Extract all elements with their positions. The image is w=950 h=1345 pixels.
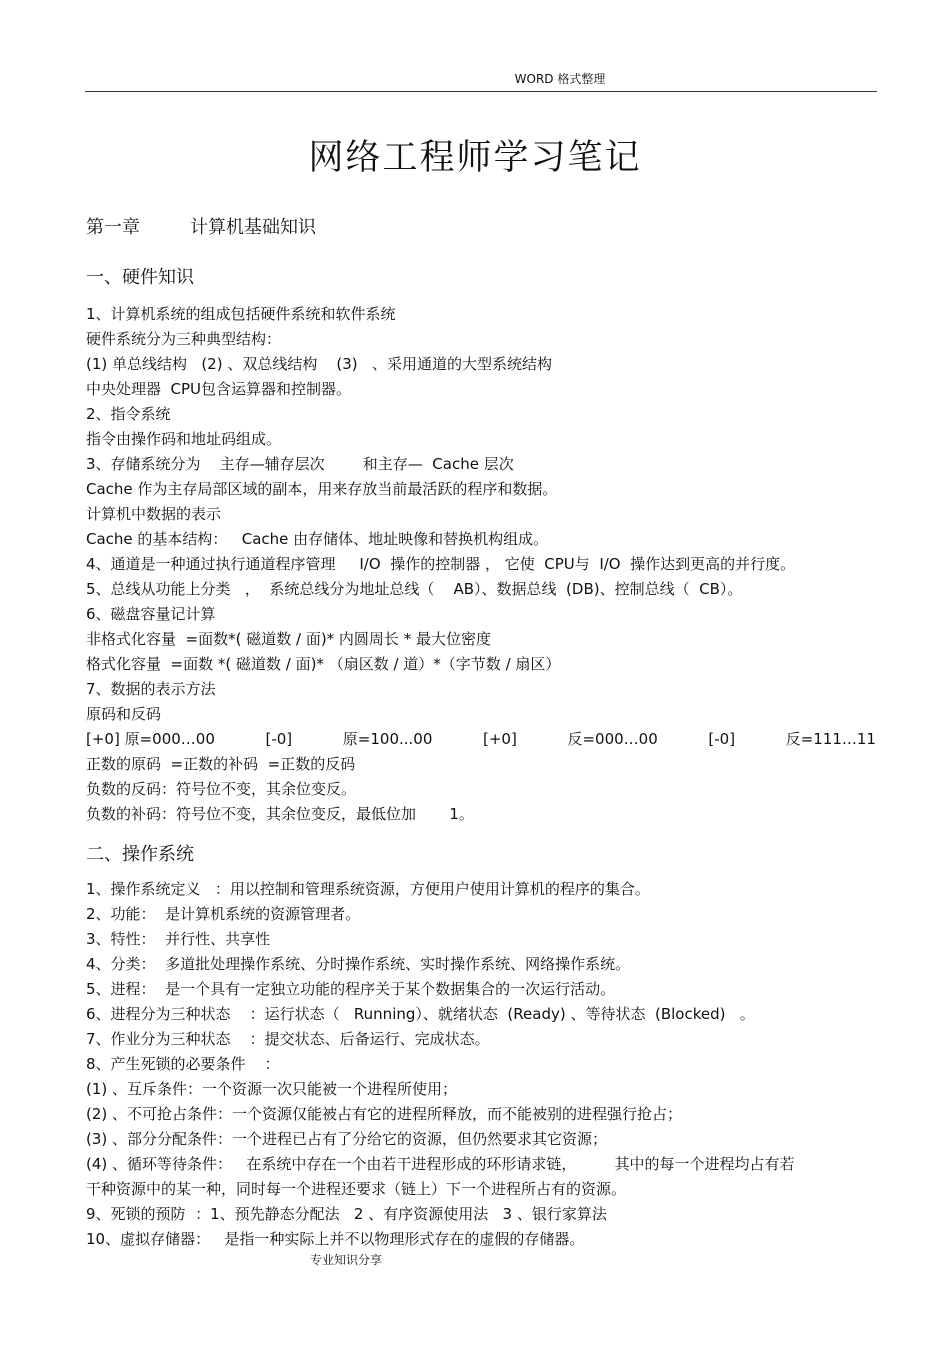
text-line: (2) 、不可抢占条件：一个资源仅能被占有它的进程所释放，而不能被别的进程强行抢占； (86, 1105, 683, 1123)
text-line: 10、虚拟存储器： 是指一种实际上并不以物理形式存在的虚假的存储器。 (86, 1230, 585, 1248)
text-line: 4、通道是一种通过执行通道程序管理 I/O 操作的控制器 ， 它使 CPU与 I/O 操作达到更高的并行度。 (86, 555, 796, 573)
chapter-number: 第一章 (86, 217, 140, 238)
text-segment: 原=100...00 (342, 730, 433, 748)
text-line: (4) 、循环等待条件： 在系统中存在一个由若干进程形成的环形请求链， 其中的每一个进程均占有若 (86, 1155, 795, 1173)
text-line: (1) 单总线结构 (2) 、双总线结构 (3) 、采用通道的大型系统结构 (86, 355, 552, 373)
section-heading-hardware: 一、硬件知识 (86, 267, 194, 288)
text-line: 7、数据的表示方法 (86, 680, 216, 698)
page-footer: 专业知识分享 (310, 1253, 383, 1267)
text-segment: [-0] (265, 730, 293, 748)
text-line: 6、磁盘容量记计算 (86, 605, 216, 623)
text-line: 4、分类： 多道批处理操作系统、分时操作系统、实时操作系统、网络操作系统。 (86, 955, 631, 973)
text-line: 指令由操作码和地址码组成。 (86, 430, 282, 448)
text-line: 正数的原码 =正数的补码 =正数的反码 (86, 755, 356, 773)
text-line: 负数的反码：符号位不变，其余位变反。 (86, 780, 357, 798)
text-line: 干种资源中的某一种，同时每一个进程还要求（链上）下一个进程所占有的资源。 (86, 1180, 627, 1198)
text-line: 8、产生死锁的必要条件 ： (86, 1055, 280, 1073)
text-segment: 反=111…11 (785, 730, 876, 748)
text-line: 3、存储系统分为 主存—辅存层次 和主存— Cache 层次 (86, 455, 514, 473)
text-line: (1) 、互斥条件：一个资源一次只能被一个进程所使用； (86, 1080, 458, 1098)
text-line: 2、指令系统 (86, 405, 171, 423)
text-segment: [+0] (483, 730, 517, 748)
text-line: 非格式化容量 =面数*( 磁道数 / 面)* 内圆周长 * 最大位密度 (86, 630, 491, 648)
text-line: 2、功能： 是计算机系统的资源管理者。 (86, 905, 361, 923)
text-line: Cache 的基本结构： Cache 由存储体、地址映像和替换机构组成。 (86, 530, 549, 548)
document-title: 网络工程师学习笔记 (308, 138, 642, 178)
section-heading-os: 二、操作系统 (86, 844, 194, 865)
text-line: 5、进程： 是一个具有一定独立功能的程序关于某个数据集合的一次运行活动。 (86, 980, 616, 998)
text-line: 1、计算机系统的组成包括硬件系统和软件系统 (86, 305, 396, 323)
text-line: 计算机中数据的表示 (86, 505, 222, 523)
text-line: 负数的补码：符号位不变，其余位变反，最低位加 1。 (86, 805, 474, 823)
text-line: 硬件系统分为三种典型结构： (86, 330, 282, 348)
text-line: 9、死锁的预防 ：1、预先静态分配法 2 、有序资源使用法 3 、银行家算法 (86, 1205, 607, 1223)
chapter-heading (86, 213, 316, 239)
text-segment: [+0] 原=000…00 (86, 730, 215, 748)
text-line: 1、操作系统定义 ：用以控制和管理系统资源，方便用户使用计算机的程序的集合。 (86, 880, 650, 898)
text-line: 6、进程分为三种状态 ：运行状态（ Running）、就绪状态 (Ready) 、等待状态 (Blocked) 。 (86, 1005, 755, 1023)
text-line: 格式化容量 =面数 *( 磁道数 / 面)* （扇区数 / 道）*（字节数 / 扇区） (86, 655, 561, 673)
page-header: WORD 格式整理 (514, 72, 606, 86)
text-segment: [-0] (708, 730, 736, 748)
chapter-title: 计算机基础知识 (190, 217, 316, 238)
code-representation-line (86, 729, 876, 749)
text-line: 3、特性： 并行性、共享性 (86, 930, 271, 948)
text-line: Cache 作为主存局部区域的副本，用来存放当前最活跃的程序和数据。 (86, 480, 558, 498)
text-line: 中央处理器 CPU包含运算器和控制器。 (86, 380, 352, 398)
text-line: 原码和反码 (86, 705, 162, 723)
text-line: (3) 、部分分配条件：一个进程已占有了分给它的资源，但仍然要求其它资源； (86, 1130, 608, 1148)
text-segment: 反=000…00 (567, 730, 658, 748)
text-line: 5、总线从功能上分类 ， 系统总线分为地址总线（ AB）、数据总线 (DB)、控制总线（ CB）。 (86, 580, 743, 598)
text-line: 7、作业分为三种状态 ：提交状态、后备运行、完成状态。 (86, 1030, 490, 1048)
header-divider (85, 91, 877, 92)
